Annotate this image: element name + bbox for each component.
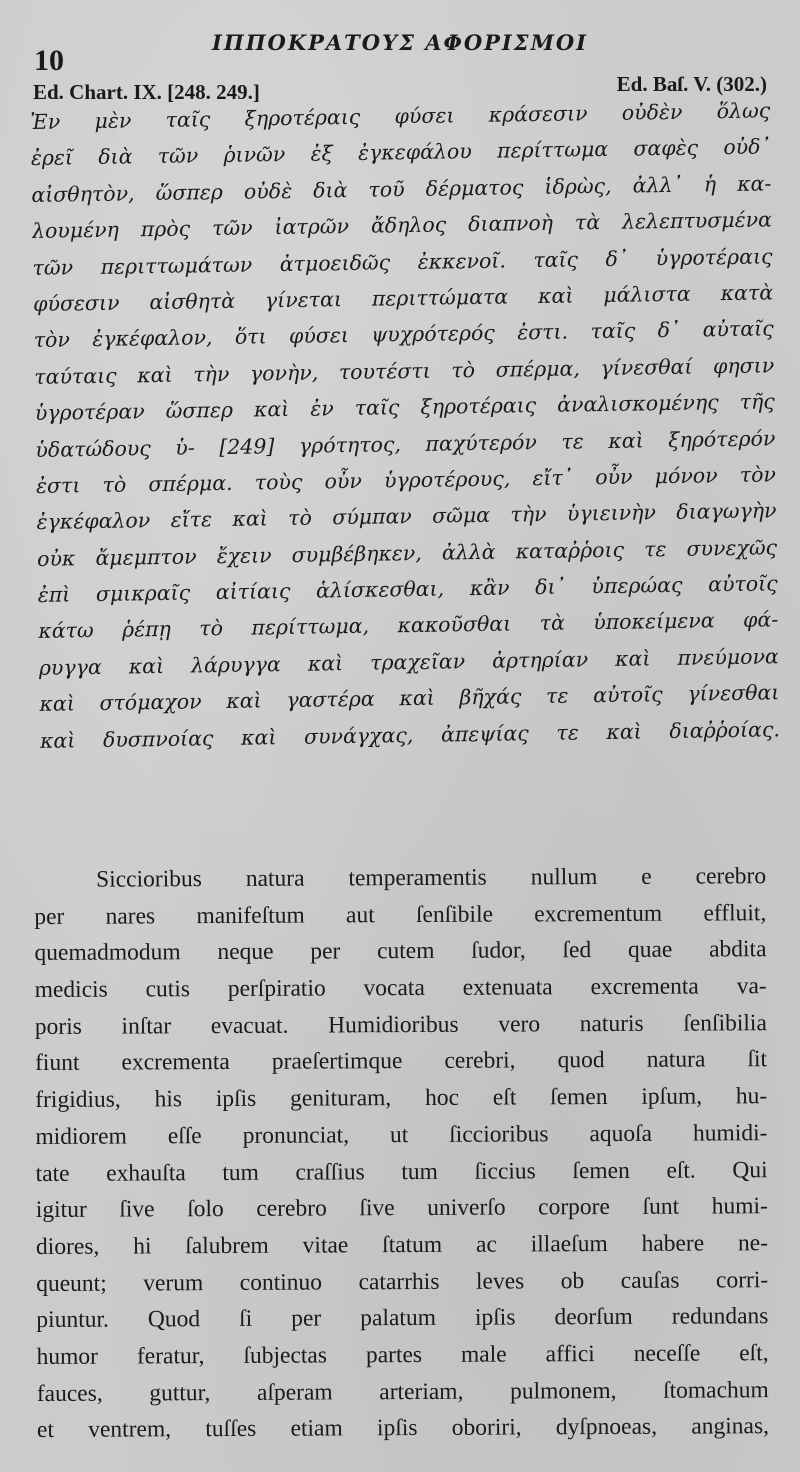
greek-line: αἰσθητὸν, ὥσπερ οὐδὲ διὰ τοῦ δέρματος ἱδρὼς, ἀλλ᾽ ἡ κα-	[31, 171, 772, 207]
greek-line: καὶ δυσπνοίας καὶ συνάγχας, ἀπεψίας τε καὶ διαῤῥοίας.	[39, 716, 781, 753]
latin-line: poris inſtar evacuat. Humidioribus vero naturis ſenſibilia	[34, 1009, 767, 1040]
greek-text-block	[30, 92, 780, 759]
latin-line: quemadmodum neque per cutem ſudor, ſed quae abdita	[34, 936, 767, 967]
greek-line: ταύταις καὶ τὴν γονὴν, τουτέστι τὸ σπέρμα, γίνεσθαί φησιν	[34, 353, 775, 389]
latin-line: midiorem eſſe pronunciat, ut ſiccioribus aquoſa humidi-	[35, 1119, 768, 1150]
latin-line: medicis cutis perſpiratio vocata extenuata excrementa va-	[34, 973, 767, 1004]
greek-line: ἐστι τὸ σπέρμα. τοὺς οὖν ὑγροτέρους, εἴτ᾽ οὖν μόνον τὸν	[35, 462, 777, 498]
page-header	[30, 30, 770, 77]
latin-line: piuntur. Quod ſi per palatum ipſis deorſum redundans	[36, 1303, 769, 1334]
greek-line: οὐκ ἄμεμπτον ἔχειν συμβέβηκεν, ἀλλὰ καταῤῥοις τε συνεχῶς	[36, 535, 778, 571]
latin-line: tate exhauſta tum craſſius tum ſiccius ſemen eſt. Qui	[35, 1156, 768, 1187]
latin-line: per nares manifeſtum aut ſenſibile excrementum effluit,	[34, 899, 767, 930]
greek-line: ἐγκέφαλον εἴτε καὶ τὸ σύμπαν σῶμα τὴν ὑγιεινὴν διαγωγὴν	[36, 498, 777, 535]
latin-line: fauces, guttur, aſperam arteriam, pulmonem, ſtomachum	[36, 1376, 769, 1407]
running-title: ΙΠΠΟΚΡΑΤΟΥΣ ΑΦΟΡΙΣΜΟΙ	[212, 30, 588, 55]
greek-line: ἐπὶ σμικραῖς αἰτίαις ἁλίσκεσθαι, κἂν δι᾽ ὑπερώας αὐτοῖς	[37, 571, 778, 608]
latin-line: frigidius, his ipſis genituram, hoc eſt ſemen ipſum, hu-	[35, 1083, 768, 1114]
greek-line: τῶν περιττωμάτων ἀτμοειδῶς ἐκκενοῖ. ταῖς δ᾽ ὑγροτέραις	[32, 243, 773, 280]
greek-line: κάτω ῥέπῃ τὸ περίττωμα, κακοῦσθαι τὰ ὑποκείμενα φά-	[38, 607, 779, 644]
latin-line: diores, hi ſalubrem vitae ſtatum ac illaeſum habere ne-	[35, 1230, 769, 1260]
edition-chartier-reference: Ed. Chart. IX. [248. 249.]	[33, 80, 260, 104]
greek-line: ἐρεῖ διὰ τῶν ῥινῶν ἐξ ἐγκεφάλου περίττωμα σαφὲς οὐδ᾽	[30, 134, 771, 171]
latin-text-block	[34, 858, 769, 1449]
page-number: 10	[34, 44, 64, 77]
greek-line: φύσεσιν αἰσθητὰ γίνεται περιττώματα καὶ μάλιστα κατὰ	[32, 280, 774, 316]
latin-line: igitur ſive ſolo cerebro ſive univerſo corpore ſunt humi-	[35, 1193, 768, 1224]
greek-line: ὑδατώδους ὑ- [249] γρότητος, παχύτερόν τε καὶ ξηρότερόν	[35, 425, 776, 462]
latin-line: humor feratur, ſubjectas partes male affici neceſſe eſt,	[36, 1340, 769, 1370]
latin-line: et ventrem, tuſſes etiam ipſis oboriri, dyſpnoeas, anginas,	[36, 1413, 770, 1444]
greek-line: ὑγροτέραν ὥσπερ καὶ ἐν ταῖς ξηροτέραις ἀναλισκομένης τῆς	[34, 389, 775, 426]
greek-line: Ἐν μὲν ταῖς ξηροτέραις φύσει κράσεσιν οὐδὲν ὅλως	[30, 98, 771, 134]
greek-line: καὶ στόμαχον καὶ γαστέρα καὶ βῆχάς τε αὐτοῖς γίνεσθαι	[39, 680, 780, 717]
edition-basel-reference: Ed. Baſ. V. (302.)	[616, 72, 767, 96]
latin-line: fiunt excrementa praeſertimque cerebri, quod natura ſit	[34, 1046, 768, 1077]
greek-line: τὸν ἐγκέφαλον, ὅτι φύσει ψυχρότερός ἐστι. ταῖς δ᾽ αὐταῖς	[33, 316, 774, 353]
latin-line: Siccioribus natura temperamentis nullum e cerebro	[96, 863, 767, 893]
greek-line: λουμένη πρὸς τῶν ἰατρῶν ἄδηλος διαπνοὴ τὰ λελεπτυσμένα	[31, 207, 773, 244]
latin-line: queunt; verum continuo catarrhis leves ob cauſas corri-	[36, 1266, 769, 1297]
greek-line: ρυγγα καὶ λάρυγγα καὶ τραχεῖαν ἀρτηρίαν καὶ πνεύμονα	[38, 644, 779, 680]
